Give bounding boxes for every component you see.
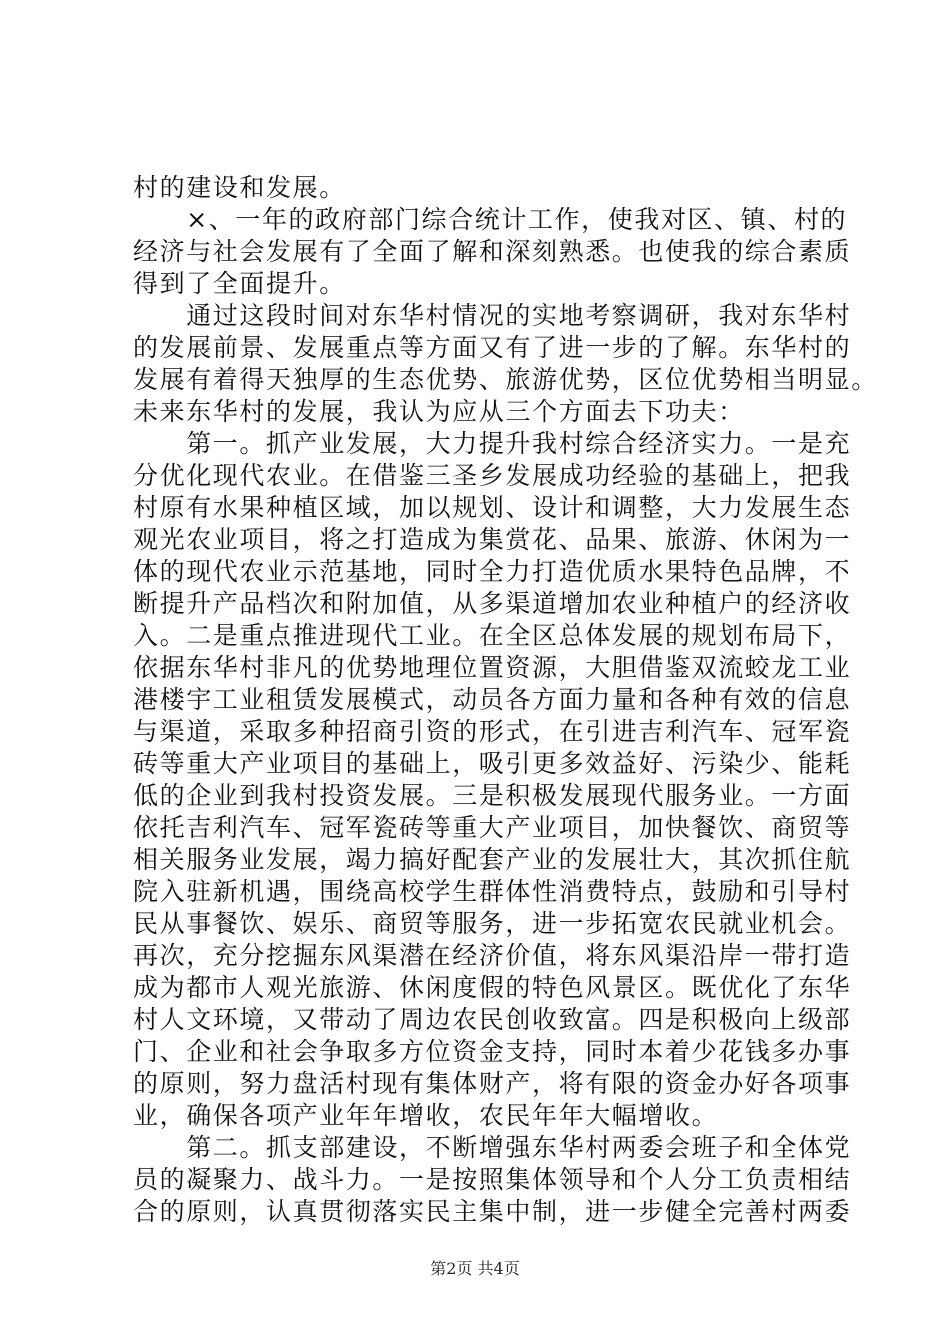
- text-line: 砖等重大产业项目的基础上，吸引更多效益好、污染少、能耗: [133, 749, 852, 778]
- page-number-footer: 第2页 共4页: [430, 1259, 520, 1278]
- text-line: 体的现代农业示范基地，同时全力打造优质水果特色品牌，不: [133, 557, 852, 586]
- text-line: 依据东华村非凡的优势地理位置资源，大胆借鉴双流蛟龙工业: [133, 653, 852, 682]
- text-line: 合的原则，认真贯彻落实民主集中制，进一步健全完善村两委: [133, 1197, 852, 1226]
- text-line: 的原则，努力盘活村现有集体财产，将有限的资金办好各项事: [133, 1069, 852, 1098]
- text-line: 村的建设和发展。: [133, 173, 346, 202]
- text-line: 入。二是重点推进现代工业。在全区总体发展的规划布局下，: [133, 621, 852, 650]
- text-line: 村原有水果种植区域，加以规划、设计和调整，大力发展生态: [133, 493, 852, 522]
- text-line: 低的企业到我村投资发展。三是积极发展现代服务业。一方面: [133, 781, 852, 810]
- text-line: 再次，充分挖掘东风渠潜在经济价值，将东风渠沿岸一带打造: [133, 941, 852, 970]
- body-text: [133, 172, 878, 1228]
- text-line: 院入驻新机遇，围绕高校学生群体性消费特点，鼓励和引导村: [133, 877, 852, 906]
- text-line: 员的凝聚力、战斗力。一是按照集体领导和个人分工负责相结: [133, 1165, 852, 1194]
- text-line: 相关服务业发展，竭力搞好配套产业的发展壮大，其次抓住航: [133, 845, 852, 874]
- text-line: 与渠道，采取多种招商引资的形式，在引进吉利汽车、冠军瓷: [133, 717, 852, 746]
- text-line: 未来东华村的发展，我认为应从三个方面去下功夫：: [133, 397, 745, 426]
- text-line: 得到了全面提升。: [133, 269, 346, 298]
- text-line: 通过这段时间对东华村情况的实地考察调研，我对东华村: [133, 301, 852, 330]
- text-line: 村人文环境，又带动了周边农民创收致富。四是积极向上级部: [133, 1005, 852, 1034]
- text-line: 门、企业和社会争取多方位资金支持，同时本着少花钱多办事: [133, 1037, 852, 1066]
- text-line: 观光农业项目，将之打造成为集赏花、品果、旅游、休闲为一: [133, 525, 852, 554]
- text-line: 经济与社会发展有了全面了解和深刻熟悉。也使我的综合素质: [133, 237, 852, 266]
- text-line: 第一。抓产业发展，大力提升我村综合经济实力。一是充: [133, 429, 852, 458]
- text-line: 民从事餐饮、娱乐、商贸等服务，进一步拓宽农民就业机会。: [133, 909, 852, 938]
- text-line: 分优化现代农业。在借鉴三圣乡发展成功经验的基础上，把我: [133, 461, 852, 490]
- text-line: 的发展前景、发展重点等方面又有了进一步的了解。东华村的: [133, 333, 852, 362]
- text-line: 业，确保各项产业年年增收，农民年年大幅增收。: [133, 1101, 719, 1130]
- text-line: 成为都市人观光旅游、休闲度假的特色风景区。既优化了东华: [133, 973, 852, 1002]
- text-line: 断提升产品档次和附加值，从多渠道增加农业种植户的经济收: [133, 589, 852, 618]
- text-line: 第二。抓支部建设，不断增强东华村两委会班子和全体党: [133, 1133, 852, 1162]
- text-line: ×、一年的政府部门综合统计工作，使我对区、镇、村的: [133, 205, 848, 234]
- text-line: 发展有着得天独厚的生态优势、旅游优势，区位优势相当明显。: [133, 365, 878, 394]
- text-line: 港楼宇工业租赁发展模式，动员各方面力量和各种有效的信息: [133, 685, 852, 714]
- text-line: 依托吉利汽车、冠军瓷砖等重大产业项目，加快餐饮、商贸等: [133, 813, 852, 842]
